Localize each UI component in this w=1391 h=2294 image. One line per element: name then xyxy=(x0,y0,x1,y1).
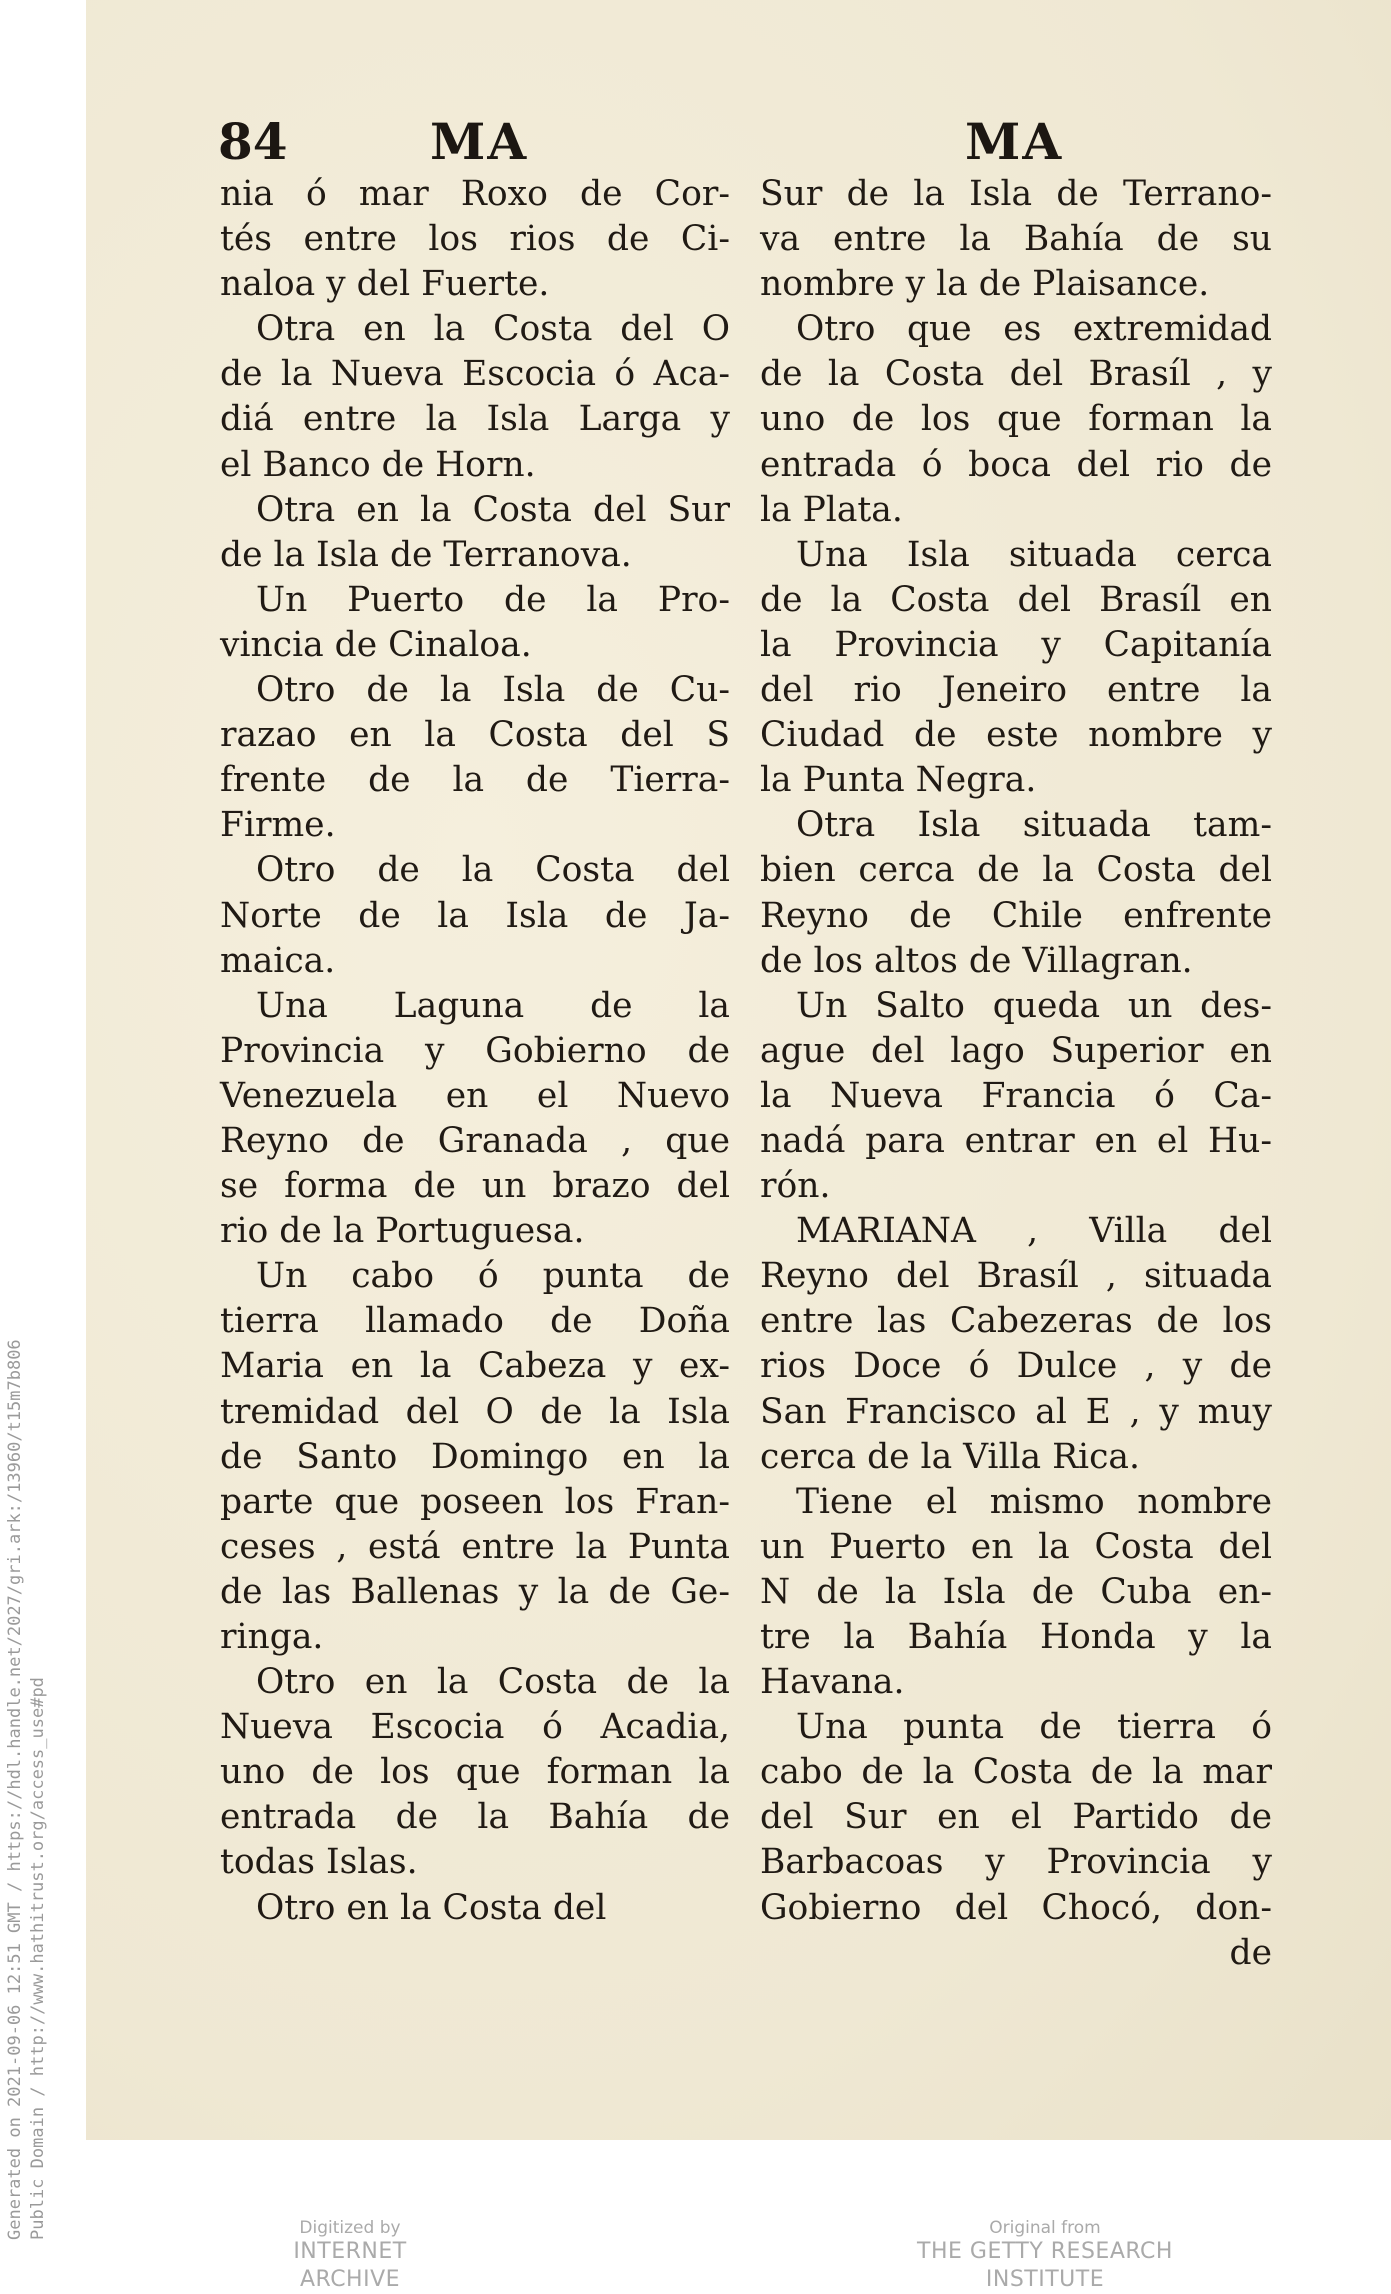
text-line: Otra en la Costa del O xyxy=(256,309,730,350)
text-line: Otro de la Isla de Cu- xyxy=(256,670,730,711)
text-line: Norte de la Isla de Ja- xyxy=(220,895,730,936)
text-line: de xyxy=(1229,1932,1272,1973)
text-line: tés entre los rios de Ci- xyxy=(220,219,730,260)
text-line: Otro de la Costa del xyxy=(256,850,730,891)
text-line: de los altos de Villagran. xyxy=(760,940,1193,981)
text-line: se forma de un brazo del xyxy=(220,1166,730,1207)
text-line: Otro que es extremidad xyxy=(796,309,1272,350)
text-line: uno de los que forman la xyxy=(220,1752,730,1793)
text-line: la Punta Negra. xyxy=(760,760,1037,801)
right-text-column xyxy=(760,172,1272,1976)
text-line: Una punta de tierra ó xyxy=(796,1707,1272,1748)
text-line: de la Costa del Brasíl , y xyxy=(760,354,1272,395)
text-line: de la Isla de Terranova. xyxy=(220,534,632,575)
text-line: frente de la de Tierra- xyxy=(220,760,730,801)
text-line: el Banco de Horn. xyxy=(220,444,536,485)
text-line: va entre la Bahía de su xyxy=(760,219,1272,260)
text-line: de la Costa del Brasíl en xyxy=(760,579,1272,620)
text-line: nadá para entrar en el Hu- xyxy=(760,1120,1272,1161)
text-line: de Santo Domingo en la xyxy=(220,1436,730,1477)
text-line: rio de la Portuguesa. xyxy=(220,1211,585,1252)
text-line: Maria en la Cabeza y ex- xyxy=(220,1346,730,1387)
text-line: Provincia y Gobierno de xyxy=(220,1030,730,1071)
text-line: bien cerca de la Costa del xyxy=(760,850,1272,891)
text-line: ringa. xyxy=(220,1617,324,1657)
page-number: 84 xyxy=(218,112,288,171)
text-line: Otro en la Costa del xyxy=(256,1887,607,1928)
text-line: rios Doce ó Dulce , y de xyxy=(760,1346,1272,1387)
text-line: Firme. xyxy=(220,805,336,846)
text-line: San Francisco al E , y muy xyxy=(760,1391,1272,1432)
text-line: entrada ó boca del rio de xyxy=(760,444,1272,485)
text-line: uno de los que forman la xyxy=(760,399,1272,440)
text-line: Barbacoas y Provincia y xyxy=(760,1842,1272,1883)
text-line: entre las Cabezeras de los xyxy=(760,1301,1272,1342)
text-line: Un cabo ó punta de xyxy=(256,1256,730,1297)
text-line: Un Puerto de la Pro- xyxy=(256,579,730,620)
text-line: parte que poseen los Fran- xyxy=(220,1481,730,1522)
text-line: Reyno del Brasíl , situada xyxy=(760,1256,1272,1297)
internet-archive-label: INTERNET ARCHIVE xyxy=(293,2239,407,2292)
text-line: MARIANA , Villa del xyxy=(796,1211,1272,1252)
text-line: Una Laguna de la xyxy=(256,985,730,1026)
text-line: Otro en la Costa de la xyxy=(256,1662,730,1703)
text-line: Nueva Escocia ó Acadia, xyxy=(220,1707,730,1748)
text-line: diá entre la Isla Larga y xyxy=(220,399,730,440)
text-line: ague del lago Superior en xyxy=(760,1030,1272,1071)
original-from-credit xyxy=(855,2218,1235,2294)
right-running-head: MA xyxy=(965,112,1064,171)
original-from-label: Original from xyxy=(989,2218,1101,2238)
text-line: Reyno de Chile enfrente xyxy=(760,895,1272,936)
text-line: la Plata. xyxy=(760,489,903,530)
text-line: de las Ballenas y la de Ge- xyxy=(220,1571,730,1612)
generated-stamp xyxy=(4,1040,54,2240)
text-line: rón. xyxy=(760,1166,831,1207)
text-line: cabo de la Costa de la mar xyxy=(760,1752,1272,1793)
text-line: Una Isla situada cerca xyxy=(796,534,1272,575)
text-line: todas Islas. xyxy=(220,1842,418,1883)
text-line: naloa y del Fuerte. xyxy=(220,264,550,305)
text-line: nia ó mar Roxo de Cor- xyxy=(220,174,730,214)
text-line: la Nueva Francia ó Ca- xyxy=(760,1075,1272,1116)
text-line: un Puerto en la Costa del xyxy=(760,1526,1272,1567)
text-line: Reyno de Granada , que xyxy=(220,1120,730,1161)
left-text-column xyxy=(220,172,730,1931)
text-line: cerca de la Villa Rica. xyxy=(760,1436,1140,1477)
text-line: vincia de Cinaloa. xyxy=(220,624,532,665)
text-line: maica. xyxy=(220,940,336,981)
generated-stamp-line-2: Public Domain / http://www.hathitrust.org/access_use#pd xyxy=(28,1677,48,2240)
text-line: Tiene el mismo nombre xyxy=(796,1481,1272,1522)
text-line: tierra llamado de Doña xyxy=(220,1301,730,1342)
text-line: Un Salto queda un des- xyxy=(796,985,1272,1026)
text-line: Gobierno del Chocó, don- xyxy=(760,1887,1272,1928)
text-line: entrada de la Bahía de xyxy=(220,1797,730,1838)
text-line: la Provincia y Capitanía xyxy=(760,624,1272,665)
text-line: Sur de la Isla de Terrano- xyxy=(760,174,1272,214)
text-line: Otra Isla situada tam- xyxy=(796,805,1272,846)
text-line: Venezuela en el Nuevo xyxy=(220,1075,730,1116)
text-line: del Sur en el Partido de xyxy=(760,1797,1272,1838)
text-line: nombre y la de Plaisance. xyxy=(760,264,1210,305)
text-line: Ciudad de este nombre y xyxy=(760,715,1272,756)
getty-institute-label: THE GETTY RESEARCH INSTITUTE xyxy=(917,2239,1173,2292)
text-line: razao en la Costa del S xyxy=(220,715,730,756)
text-line: de la Nueva Escocia ó Aca- xyxy=(220,354,730,395)
left-running-head: MA xyxy=(430,112,529,171)
digitized-by-label: Digitized by xyxy=(299,2218,401,2238)
text-line: ceses , está entre la Punta xyxy=(220,1526,730,1567)
text-line: tre la Bahía Honda y la xyxy=(760,1617,1272,1657)
text-line: Havana. xyxy=(760,1662,905,1703)
text-line: Otra en la Costa del Sur xyxy=(256,489,730,530)
text-line: del rio Jeneiro entre la xyxy=(760,670,1272,711)
generated-stamp-line-1: Generated on 2021-09-06 12:51 GMT / https://hdl.handle.net/2027/gri.ark:/13960/t15m7b806 xyxy=(5,1339,25,2240)
text-line: N de la Isla de Cuba en- xyxy=(760,1571,1272,1612)
text-line: tremidad del O de la Isla xyxy=(220,1391,730,1432)
digitized-by-credit xyxy=(240,2218,460,2294)
